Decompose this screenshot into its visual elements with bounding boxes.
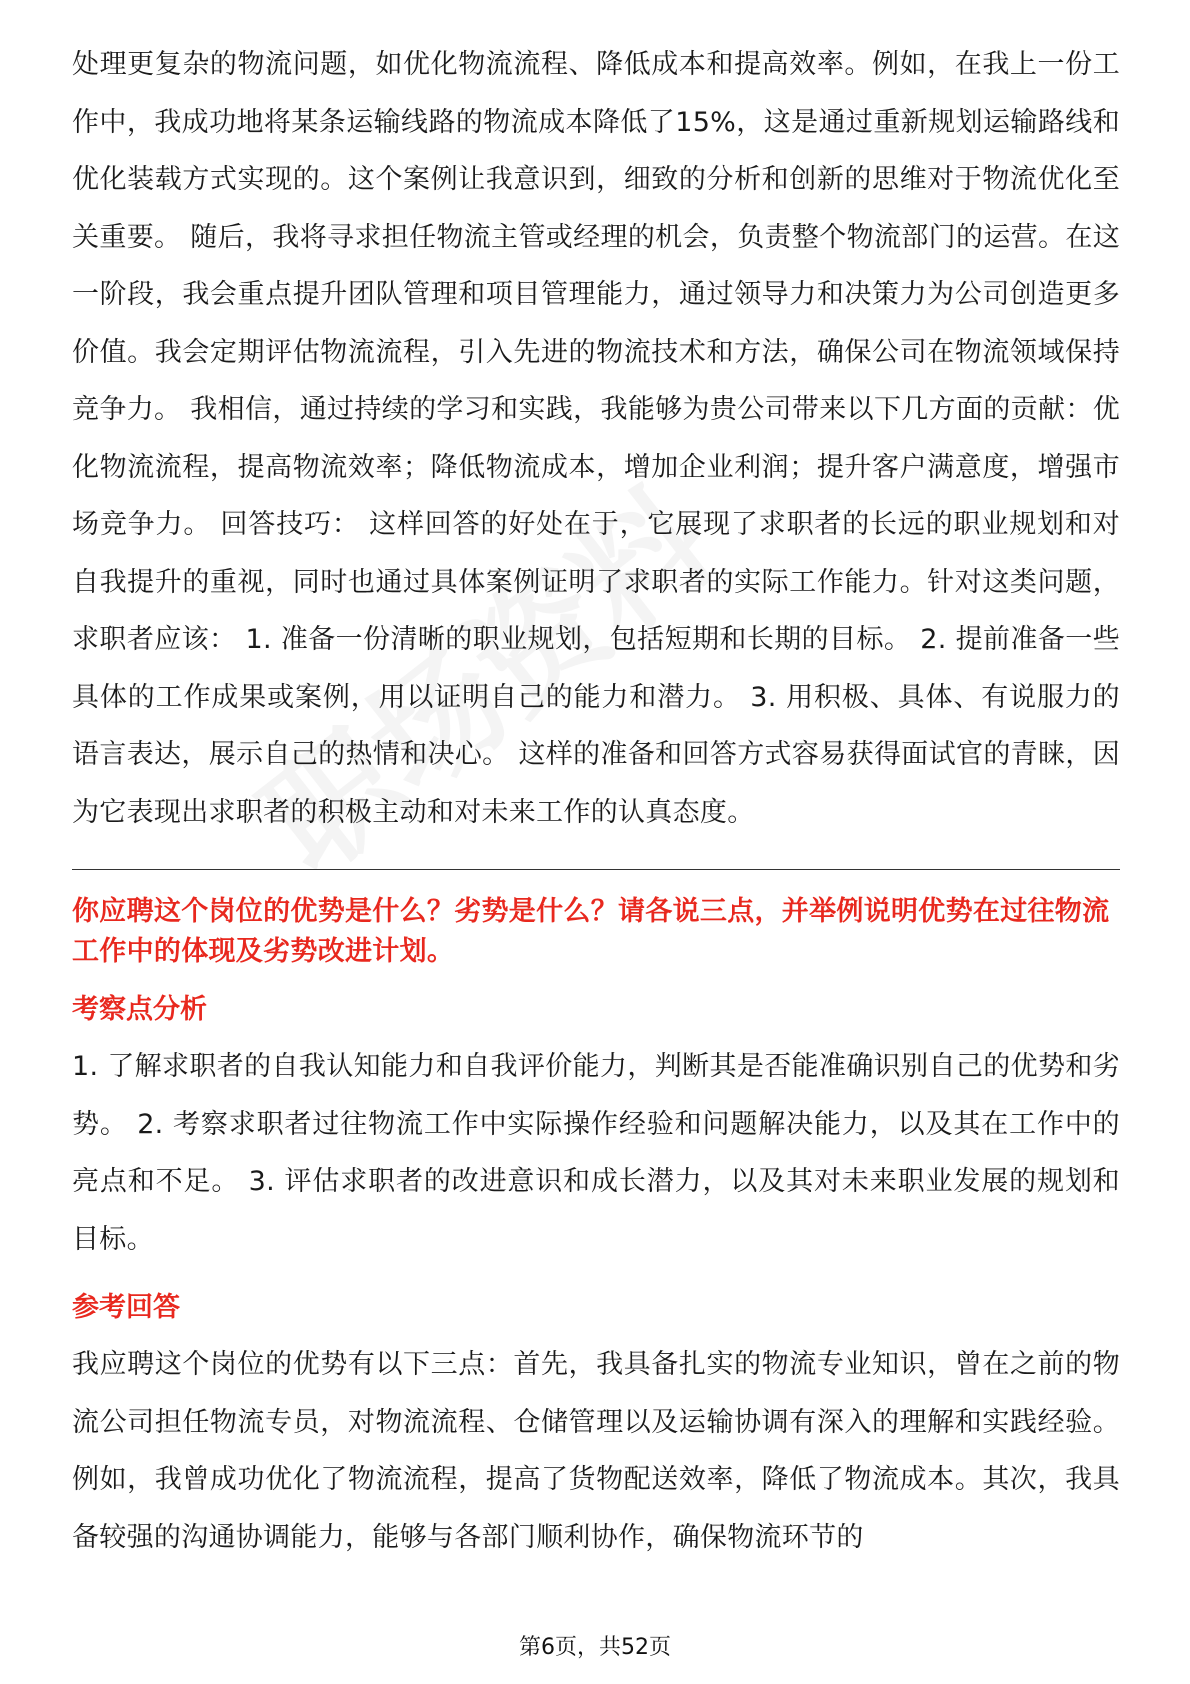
answer-paragraph: 我应聘这个岗位的优势有以下三点：首先，我具备扎实的物流专业知识，曾在之前的物流公司担任物流专员，对物流流程、仓储管理以及运输协调有深入的理解和实践经验。例如，我曾成功优化了物流流程，提高了货物配送效率，降低了物流成本。其次，我具备较强的沟通协调能力，能够与各部门顺利协作，确保物流环节的 (72, 1349, 1120, 1553)
body-paragraph-continued: 处理更复杂的物流问题，如优化物流流程、降低成本和提高效率。例如，在我上一份工作中，我成功地将某条运输线路的物流成本降低了15%，这是通过重新规划运输路线和优化装载方式实现的。这个案例让我意识到，细致的分析和创新的思维对于物流优化至关重要。 随后，我将寻求担任物流主管或经理的机会，负责整个物流部门的运营。在这一阶段，我会重点提升团队管理和项目管理能力，通过领导力和决策力为公司创造更多价值。我会定期评估物流流程，引入先进的物流技术和方法，确保公司在物流领域保持竞争力。 我相信，通过持续的学习和实践，我能够为贵公司带来以下几方面的贡献：优化物流流程，提高物流效率；降低物流成本，增加企业利润；提升客户满意度，增强市场竞争力。 回答技巧： 这样回答的好处在于，它展现了求职者的长远的职业规划和对自我提升的重视，同时也通过具体案例证明了求职者的实际工作能力。针对这类问题，求职者应该： 1. 准备一份清晰的职业规划，包括短期和长期的目标。 2. 提前准备一些具体的工作成果或案例，用以证明自己的能力和潜力。 3. 用积极、具体、有说服力的语言表达，展示自己的热情和决心。 这样的准备和回答方式容易获得面试官的青睐，因为它表现出求职者的积极主动和对未来工作的认真态度。 (72, 49, 1120, 828)
question-title: 你应聘这个岗位的优势是什么？劣势是什么？请各说三点，并举例说明优势在过往物流工作中的体现及劣势改进计划。 (72, 896, 1110, 967)
answer-heading: 参考回答 (72, 1292, 180, 1323)
section-divider (72, 869, 1120, 870)
analysis-paragraph: 1. 了解求职者的自我认知能力和自我评价能力，判断其是否能准确识别自己的优势和劣势。 2. 考察求职者过往物流工作中实际操作经验和问题解决能力，以及其在工作中的亮点和不足。 3. 评估求职者的改进意识和成长潜力，以及其对未来职业发展的规划和目标。 (72, 1051, 1120, 1255)
document-page (72, 36, 1120, 1566)
page-number: 第6页，共52页 (519, 1635, 671, 1660)
analysis-heading: 考察点分析 (72, 994, 207, 1025)
